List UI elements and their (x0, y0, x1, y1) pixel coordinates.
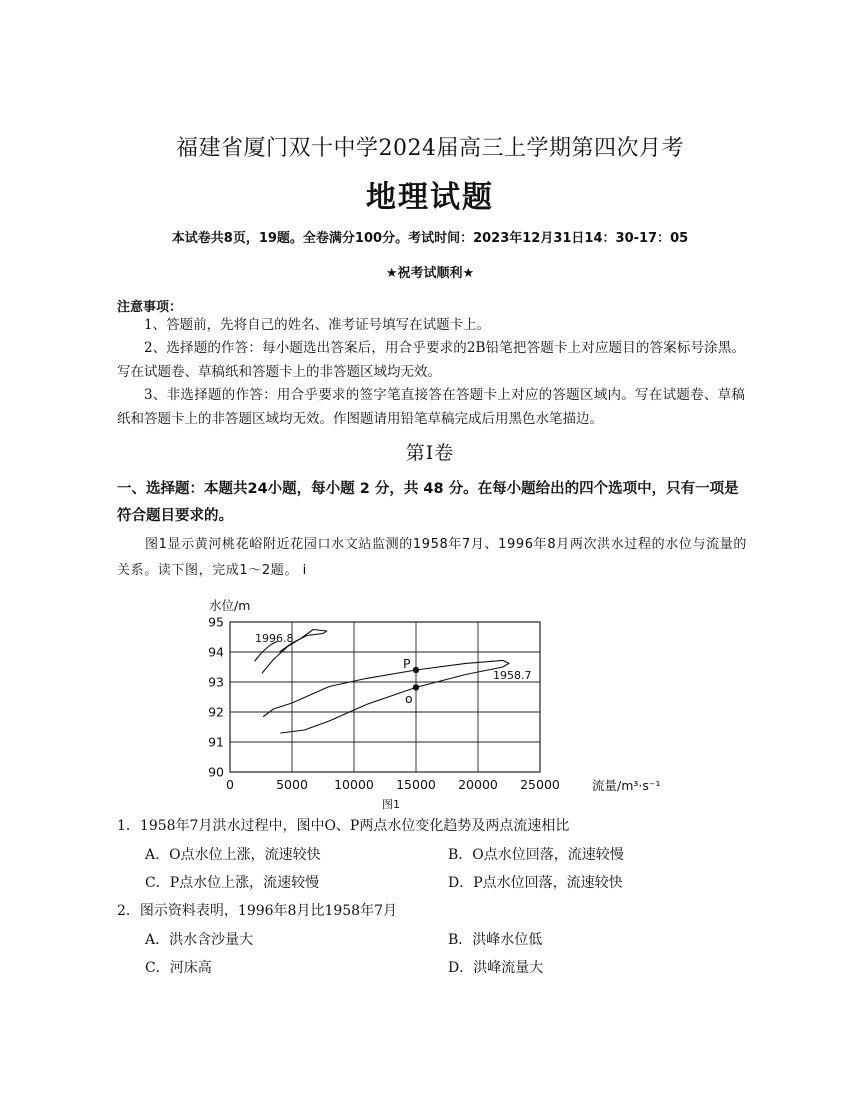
section-heading: 一、选择题：本题共24小题，每小题 2 分，共 48 分。在每小题给出的四个选项中，只有一项是符合题目要求的。 (117, 481, 739, 524)
q2-option-b: B．洪峰水位低 (448, 932, 543, 948)
volume-title: 第I卷 (405, 442, 455, 464)
y-axis-label: 水位/m (209, 598, 251, 613)
subject-title: 地理试题 (366, 180, 494, 215)
question-1-stem: 1．1958年7月洪水过程中，图中O、P两点水位变化趋势及两点流速相比 (117, 818, 570, 834)
x-tick-label: 20000 (458, 777, 498, 792)
q1-option-a: A．O点水位上涨，流速较快 (145, 847, 321, 863)
y-tick-label: 91 (208, 734, 224, 750)
q2-option-a: A．洪水含沙量大 (145, 932, 254, 948)
y-tick-label: 93 (208, 674, 224, 690)
school-title: 福建省厦门双十中学2024届高三上学期第四次月考 (176, 136, 684, 161)
x-tick-label: 25000 (520, 777, 560, 792)
exam-info: 本试卷共8页，19题。全卷满分100分。考试时间：2023年12月31日14：30-17：05 (171, 231, 689, 246)
good-luck-line: ★祝考试顺利★ (385, 266, 475, 281)
note-item-2: 2、选择题的作答：每小题选出答案后，用合乎要求的2B铅笔把答题卡上对应题目的答案标号涂黑。写在试题卷、草稿纸和答题卡上的非答题区域均无效。 (117, 340, 745, 380)
q1-option-c: C．P点水位上涨，流速较慢 (145, 875, 320, 891)
series-label-1996: 1996.8 (255, 632, 294, 645)
q1-option-d: D．P点水位回落，流速较快 (448, 875, 623, 891)
y-tick-label: 90 (208, 764, 224, 780)
point-p-label: P (403, 656, 411, 671)
y-tick-label: 95 (208, 614, 224, 630)
x-tick-label: 0 (226, 777, 234, 792)
x-tick-label: 5000 (276, 777, 308, 792)
x-axis-label: 流量/m³·s⁻¹ (592, 778, 661, 793)
q2-option-c: C．河床高 (145, 960, 212, 976)
q1-option-b: B．O点水位回落，流速较慢 (448, 847, 624, 863)
series-label-1958: 1958.7 (493, 669, 532, 682)
question-2-stem: 2．图示资料表明，1996年8月比1958年7月 (117, 903, 397, 919)
series-line-1958.7 (264, 660, 510, 716)
notes-heading: 注意事项： (117, 300, 183, 315)
point-marker-o (413, 684, 419, 690)
x-tick-label: 15000 (396, 777, 436, 792)
stage-discharge-chart (195, 592, 665, 814)
point-o-label: o (405, 691, 413, 706)
note-item-1: 1、答题前，先将自己的姓名、准考证号填写在试题卡上。 (144, 317, 491, 333)
x-tick-label: 10000 (334, 777, 374, 792)
y-tick-label: 92 (208, 704, 224, 720)
figure-caption: 图1 (382, 798, 400, 811)
figure-intro: 图1显示黄河桃花峪附近花园口水文站监测的1958年7月、1996年8月两次洪水过程的水位与流量的关系。读下图，完成1～2题。 i (117, 537, 747, 578)
y-tick-label: 94 (208, 644, 224, 660)
point-marker-p (413, 667, 419, 673)
note-item-3: 3、非选择题的作答：用合乎要求的签字笔直接答在答题卡上对应的答题区域内。写在试题卷、草稿纸和答题卡上的非答题区域均无效。作图题请用铅笔草稿完成后用黑色水笔描边。 (117, 387, 745, 427)
q2-option-d: D．洪峰流量大 (448, 960, 544, 976)
